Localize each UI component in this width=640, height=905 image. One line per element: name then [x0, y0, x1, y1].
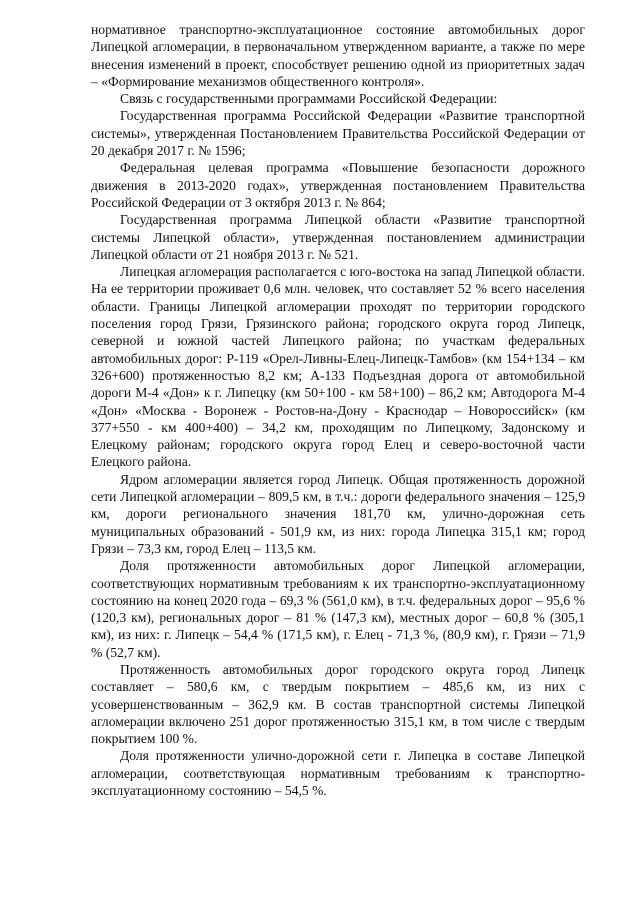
paragraph-road-network: Ядром агломерации является город Липецк. Общая протяженность дорожной сети Липецкой агломерации – 809,5 км, в т.ч.: дороги федерального значения – 125,9 км, дороги регионального значения 181,70 км, улично-дорожная сеть муниципальных образований - 501,9 км, из них: города Липецка 315,1 км; город Грязи – 73,3 км, город Елец – 113,5 км. [91, 471, 585, 556]
paragraph-lipetsk-share: Доля протяженности улично-дорожной сети г. Липецка в составе Липецкой агломерации, соответствующая нормативным требованиям к транспортно-эксплуатационному состоянию – 54,5 %. [91, 748, 585, 799]
paragraph-program-transport: Государственная программа Российской Федерации «Развитие транспортной системы», утвержденная Постановлением Правительства Российской Федерации от 20 декабря 2017 г. № 1596; [91, 108, 585, 159]
paragraph-continuation: нормативное транспортно-эксплуатационное состояние автомобильных дорог Липецкой агломерации, в первоначальном утвержденном варианте, а также по мере внесения изменений в проект, способствует решению одной из приоритетных задач – «Формирование механизмов общественного контроля». [91, 22, 585, 89]
paragraph-program-road-safety: Федеральная целевая программа «Повышение безопасности дорожного движения в 2013-2020 годах», утвержденная постановлением Правительства Российской Федерации от 3 октября 2013 г. № 864; [91, 160, 585, 210]
paragraph-normative-share: Доля протяженности автомобильных дорог Липецкой агломерации, соответствующих нормативным требованиям к их транспортно-эксплуатационному состоянию на конец 2020 года – 69,3 % (561,0 км), в т.ч. федеральных дорог – 95,6 % (120,3 км), региональных дорог – 81 % (147,3 км), местных дорог – 60,8 % (305,1 км), из них: г. Липецк – 54,4 % (171,5 км), г. Елец - 71,3 %, (80,9 км), г. Грязи – 71,9 % (52,7 км). [91, 558, 585, 660]
paragraph-programs-heading: Связь с государственными программами Российской Федерации: [120, 91, 498, 107]
paragraph-program-lipetsk: Государственная программа Липецкой области «Развитие транспортной системы Липецкой области», утвержденная постановлением администрации Липецкой области от 21 ноября 2013 г. № 521. [91, 212, 585, 262]
paragraph-lipetsk-roads: Протяженность автомобильных дорог городского округа город Липецк составляет – 580,6 км, с твердым покрытием – 485,6 км, из них с усовершенствованным – 362,9 км. В состав транспортной системы Липецкой агломерации включено 251 дорог протяженностью 315,1 км, в том числе с твердым покрытием 100 %. [91, 661, 585, 747]
paragraph-agglomeration-territory: Липецкая агломерация располагается с юго-востока на запад Липецкой области. На ее территории проживает 0,6 млн. человек, что составляет 52 % всего населения области. Границы Липецкой агломерации проходят по территории городского поселения город Грязи, Грязинского района; городского округа город Липецк, северной и южной частей Липецкого района; по участкам федеральных автомобильных дорог: Р-119 «Орел-Ливны-Елец-Липецк-Тамбов» (км 154+134 – км 326+600) протяженностью 8,2 км; А-133 Подъездная дорога от автомобильной дороги М-4 «Дон» к г. Липецку (км 50+100 - км 58+100) – 86,2 км; Автодорога М-4 «Дон» «Москва - Воронеж - Ростов-на-Дону - Краснодар – Новороссийск» (км 377+550 - км 400+400) – 34,2 км, проходящим по Липецкому, Задонскому и Елецкому районам; городского округа город Елец и северо-восточной части Елецкого района. [91, 264, 585, 470]
